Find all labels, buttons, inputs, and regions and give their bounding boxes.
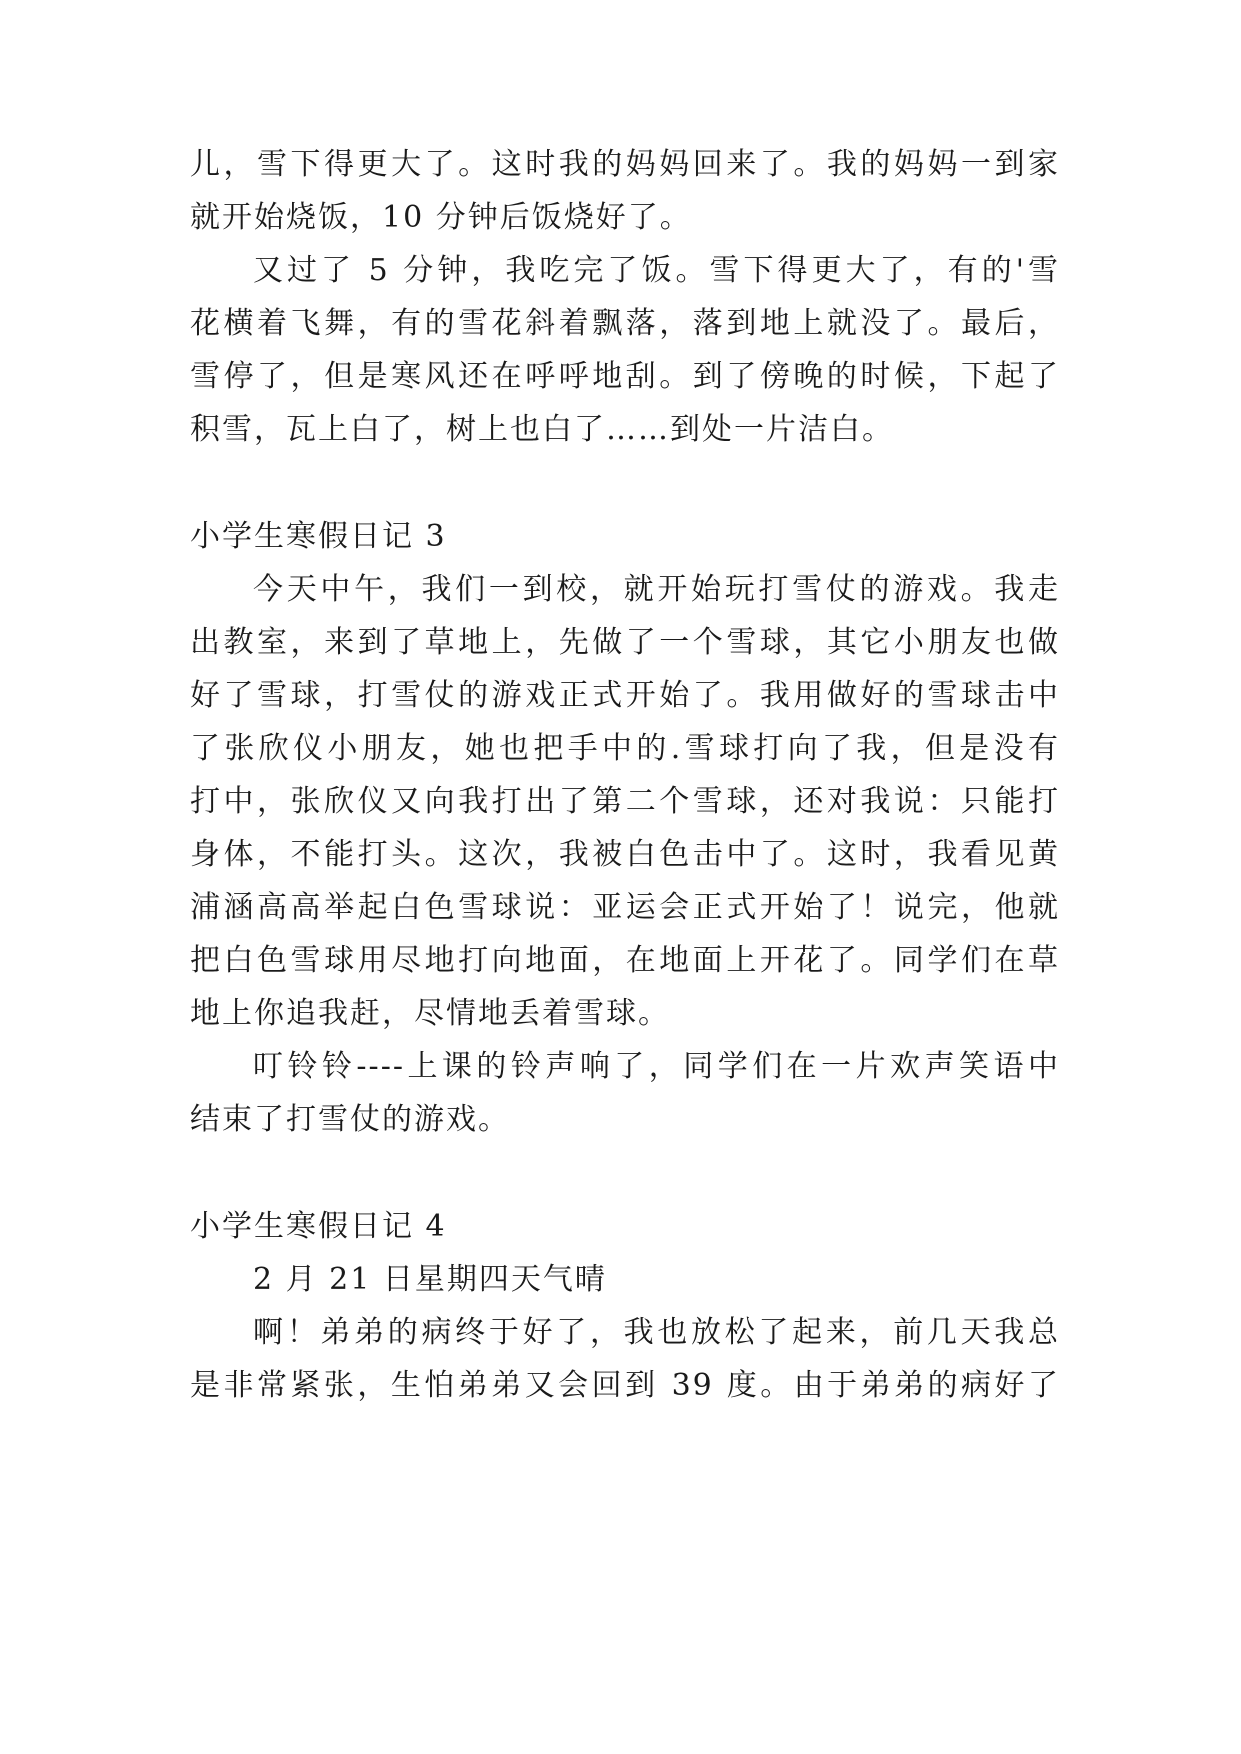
text-line: 啊！弟弟的病终于好了，我也放松了起来，前几天我总 [253,1315,1060,1350]
text-line: 了张欣仪小朋友，她也把手中的.雪球打向了我，但是没有 [190,731,1060,766]
text-line: 是非常紧张，生怕弟弟又会回到 39 度。由于弟弟的病好了 [190,1368,1060,1403]
text-line: 结束了打雪仗的游戏。 [190,1102,510,1137]
text-line: 雪停了，但是寒风还在呼呼地刮。到了傍晚的时候，下起了 [190,359,1060,394]
date-line: 2 月 21 日星期四天气晴 [253,1262,607,1297]
text-line: 好了雪球，打雪仗的游戏正式开始了。我用做好的雪球击中 [190,678,1060,713]
text-line: 就开始烧饭，10 分钟后饭烧好了。 [190,200,692,235]
text-line: 把白色雪球用尽地打向地面，在地面上开花了。同学们在草 [190,943,1060,978]
text-line: 花横着飞舞，有的雪花斜着飘落，落到地上就没了。最后， [190,306,1060,341]
text-line: 儿，雪下得更大了。这时我的妈妈回来了。我的妈妈一到家 [190,147,1060,182]
text-line: 今天中午，我们一到校，就开始玩打雪仗的游戏。我走 [253,572,1060,607]
text-line: 地上你追我赶，尽情地丢着雪球。 [190,996,670,1031]
text-line: 积雪，瓦上白了，树上也白了……到处一片洁白。 [190,412,894,447]
text-line: 又过了 5 分钟，我吃完了饭。雪下得更大了，有的'雪 [253,253,1060,288]
text-line: 身体，不能打头。这次，我被白色击中了。这时，我看见黄 [190,837,1060,872]
text-line: 叮铃铃----上课的铃声响了，同学们在一片欢声笑语中 [253,1049,1060,1084]
section-heading: 小学生寒假日记 4 [190,1209,447,1244]
text-line: 出教室，来到了草地上，先做了一个雪球，其它小朋友也做 [190,625,1060,660]
text-line: 打中，张欣仪又向我打出了第二个雪球，还对我说：只能打 [190,784,1060,819]
section-heading: 小学生寒假日记 3 [190,519,447,554]
text-line: 浦涵高高举起白色雪球说：亚运会正式开始了！说完，他就 [190,890,1060,925]
